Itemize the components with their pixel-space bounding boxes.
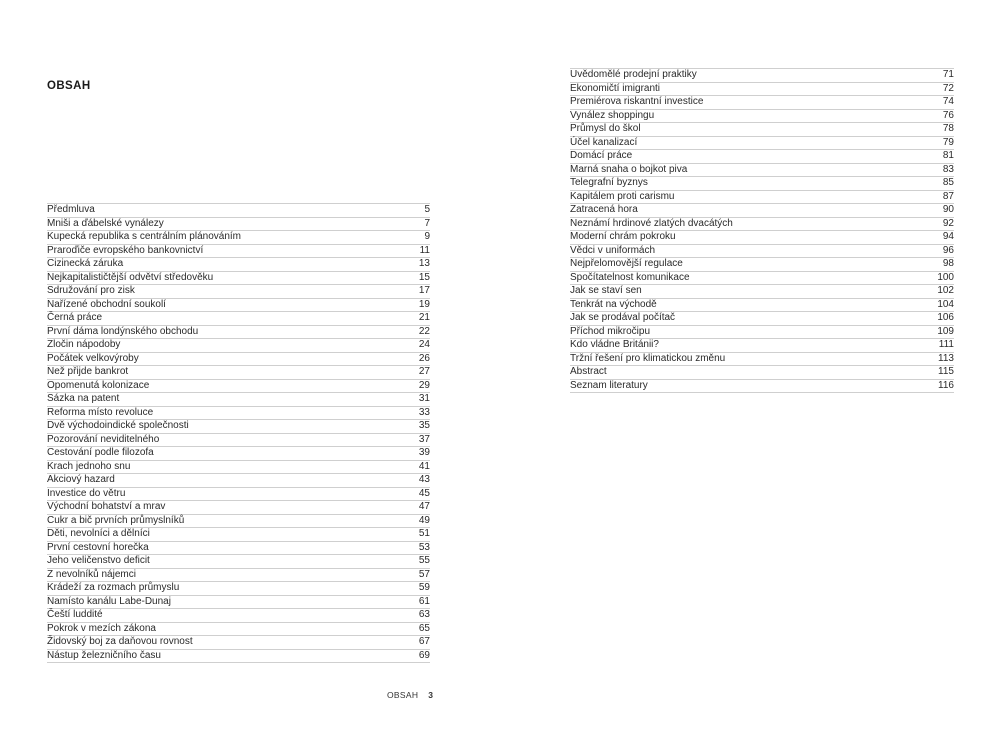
toc-entry-page: 43 — [418, 474, 430, 485]
toc-entry-title: Reforma místo revoluce — [47, 406, 154, 418]
toc-entry-title: Seznam literatury — [570, 379, 648, 391]
toc-entry — [47, 231, 430, 245]
toc-list-right — [570, 68, 954, 393]
toc-entry — [570, 137, 954, 151]
toc-entry-page: 5 — [424, 204, 430, 215]
toc-entry-title: Kapitálem proti carismu — [570, 190, 675, 202]
toc-entry-page: 17 — [418, 285, 430, 296]
toc-entry — [570, 191, 954, 205]
toc-entry — [47, 299, 430, 313]
toc-entry — [47, 339, 430, 353]
toc-entry-title: Moderní chrám pokroku — [570, 231, 676, 242]
toc-entry-page: 11 — [419, 244, 430, 256]
footer-label: OBSAH — [387, 690, 419, 700]
toc-entry-page: 90 — [942, 204, 954, 215]
toc-entry — [47, 434, 430, 448]
toc-entry — [47, 501, 430, 515]
toc-entry — [47, 542, 430, 556]
toc-entry — [47, 596, 430, 610]
toc-entry-page: 9 — [424, 231, 430, 242]
toc-entry-title: Jak se prodával počítač — [570, 312, 676, 323]
toc-entry — [47, 650, 430, 664]
toc-entry-title: Počátek velkovýroby — [47, 352, 139, 364]
toc-entry-title: Telegrafní byznys — [570, 177, 648, 188]
toc-entry — [47, 609, 430, 623]
toc-entry-title: Spočítatelnost komunikace — [570, 271, 690, 283]
toc-entry-title: Účel kanalizací — [570, 136, 638, 148]
toc-entry — [47, 623, 430, 637]
toc-entry — [47, 393, 430, 407]
toc-entry-page: 41 — [418, 460, 430, 472]
toc-entry-page: 109 — [937, 325, 954, 337]
toc-entry-page: 27 — [418, 366, 430, 377]
toc-entry-page: 35 — [418, 420, 430, 431]
toc-entry — [47, 285, 430, 299]
toc-entry-title: Namísto kanálu Labe-Dunaj — [47, 595, 171, 607]
toc-entry-page: 106 — [937, 312, 954, 323]
toc-entry-page: 19 — [418, 298, 430, 310]
toc-entry-page: 102 — [937, 285, 954, 296]
toc-entry — [47, 474, 430, 488]
toc-entry-page: 78 — [942, 123, 954, 134]
toc-entry-title: Cukr a bič prvních průmyslníků — [47, 514, 185, 526]
toc-entry — [47, 569, 430, 583]
toc-entry-title: Nejkapitalističtější odvětví středověku — [47, 271, 214, 283]
toc-entry-title: Sdružování pro zisk — [47, 285, 135, 296]
toc-entry-title: Mniši a ďábelské vynálezy — [47, 217, 164, 229]
toc-entry-title: Vynález shoppingu — [570, 109, 655, 121]
toc-entry-title: Jak se staví sen — [570, 285, 642, 296]
toc-entry-page: 53 — [418, 541, 430, 553]
toc-entry — [47, 218, 430, 232]
toc-entry — [47, 258, 430, 272]
toc-entry — [47, 407, 430, 421]
toc-entry-title: Příchod mikročipu — [570, 325, 651, 337]
toc-entry-page: 26 — [418, 352, 430, 364]
page-title: OBSAH — [47, 80, 91, 92]
toc-entry-title: Zločin nápodoby — [47, 339, 121, 350]
toc-entry-page: 69 — [418, 649, 430, 661]
toc-entry-title: Předmluva — [47, 204, 95, 215]
toc-entry-title: Než přijde bankrot — [47, 366, 129, 377]
toc-entry-page: 37 — [418, 433, 430, 445]
toc-list-left — [47, 203, 430, 663]
toc-entry — [570, 83, 954, 97]
toc-entry-title: Židovský boj za daňovou rovnost — [47, 636, 193, 647]
toc-entry-page: 22 — [418, 325, 430, 337]
toc-entry-title: Děti, nevolníci a dělníci — [47, 528, 150, 539]
toc-entry-page: 45 — [418, 487, 430, 499]
toc-entry-title: První dáma londýnského obchodu — [47, 325, 199, 337]
toc-entry-page: 98 — [942, 258, 954, 269]
toc-entry-page: 72 — [942, 82, 954, 94]
toc-entry — [570, 272, 954, 286]
toc-entry — [47, 420, 430, 434]
toc-entry-page: 57 — [418, 568, 430, 580]
toc-entry-title: Nařízené obchodní soukolí — [47, 298, 166, 310]
toc-entry — [570, 299, 954, 313]
toc-entry-page: 13 — [418, 258, 430, 269]
toc-entry-page: 59 — [418, 582, 430, 593]
toc-entry — [47, 488, 430, 502]
toc-entry-page: 7 — [424, 217, 430, 229]
toc-entry-title: Kdo vládne Británii? — [570, 339, 659, 350]
toc-entry — [47, 312, 430, 326]
toc-entry — [570, 164, 954, 178]
toc-entry-title: Kupecká republika s centrálním plánováním — [47, 231, 241, 242]
toc-entry-page: 83 — [942, 163, 954, 175]
toc-entry — [47, 636, 430, 650]
toc-entry-page: 65 — [418, 622, 430, 634]
toc-entry — [570, 258, 954, 272]
toc-entry-title: Tenkrát na východě — [570, 298, 657, 310]
toc-entry-title: Opomenutá kolonizace — [47, 379, 150, 391]
toc-entry — [570, 353, 954, 367]
toc-entry-title: Krádeží za rozmach průmyslu — [47, 582, 180, 593]
toc-entry — [47, 353, 430, 367]
toc-entry — [570, 285, 954, 299]
toc-entry — [570, 110, 954, 124]
toc-entry-page: 111 — [938, 339, 954, 350]
toc-entry-page: 116 — [938, 379, 954, 391]
toc-entry-title: Ekonomičtí imigranti — [570, 82, 661, 94]
toc-entry-page: 113 — [938, 352, 954, 364]
toc-entry-title: Pozorování neviditelného — [47, 433, 160, 445]
toc-entry-page: 33 — [418, 406, 430, 418]
toc-entry-page: 63 — [418, 609, 430, 620]
toc-entry-page: 47 — [418, 501, 430, 512]
page-footer — [387, 690, 433, 700]
toc-entry-title: Černá práce — [47, 312, 103, 323]
toc-entry-title: Čeští luddité — [47, 609, 103, 620]
toc-entry-page: 115 — [938, 366, 954, 377]
toc-entry-title: Cizinecká záruka — [47, 258, 124, 269]
toc-entry — [570, 339, 954, 353]
toc-entry-title: První cestovní horečka — [47, 541, 149, 553]
toc-entry — [570, 123, 954, 137]
toc-entry-page: 31 — [418, 393, 430, 404]
toc-entry — [47, 380, 430, 394]
toc-entry-page: 55 — [418, 555, 430, 566]
toc-entry-page: 21 — [418, 312, 430, 323]
toc-entry-title: Investice do větru — [47, 487, 126, 499]
page-number: 3 — [428, 690, 434, 700]
toc-entry-page: 94 — [942, 231, 954, 242]
toc-entry-title: Z nevolníků nájemci — [47, 568, 136, 580]
toc-entry-page: 67 — [418, 636, 430, 647]
toc-entry — [570, 218, 954, 232]
toc-entry — [570, 150, 954, 164]
toc-entry — [47, 204, 430, 218]
toc-entry-title: Premiérova riskantní investice — [570, 96, 704, 107]
toc-entry-title: Zatracená hora — [570, 204, 638, 215]
toc-entry — [570, 366, 954, 380]
toc-entry-page: 51 — [418, 528, 430, 539]
toc-entry-title: Praroďiče evropského bankovnictví — [47, 244, 204, 256]
toc-entry — [47, 582, 430, 596]
toc-entry-title: Uvědomělé prodejní praktiky — [570, 69, 697, 80]
toc-entry-title: Cestování podle filozofa — [47, 447, 154, 458]
toc-entry — [47, 272, 430, 286]
toc-entry — [570, 96, 954, 110]
toc-entry-title: Neznámí hrdinové zlatých dvacátých — [570, 217, 733, 229]
toc-entry-page: 15 — [418, 271, 430, 283]
toc-entry-page: 96 — [942, 244, 954, 256]
toc-entry-title: Abstract — [570, 366, 607, 377]
toc-entry-title: Krach jednoho snu — [47, 460, 131, 472]
toc-entry-page: 100 — [937, 271, 954, 283]
toc-entry-title: Nástup železničního času — [47, 649, 161, 661]
toc-entry-title: Nejpřelomovější regulace — [570, 258, 683, 269]
toc-entry — [570, 231, 954, 245]
toc-entry — [47, 461, 430, 475]
toc-entry — [47, 528, 430, 542]
toc-entry-page: 92 — [942, 217, 954, 229]
toc-entry — [570, 326, 954, 340]
toc-entry — [570, 380, 954, 394]
toc-entry-page: 81 — [942, 150, 954, 161]
toc-entry-title: Akciový hazard — [47, 474, 115, 485]
toc-entry — [570, 69, 954, 83]
toc-entry-title: Domácí práce — [570, 150, 633, 161]
toc-entry — [47, 515, 430, 529]
toc-entry — [47, 245, 430, 259]
toc-entry-page: 24 — [418, 339, 430, 350]
toc-entry — [47, 366, 430, 380]
toc-entry-page: 79 — [942, 136, 954, 148]
toc-entry-title: Vědci v uniformách — [570, 244, 656, 256]
toc-entry-page: 71 — [942, 69, 954, 80]
toc-entry — [570, 177, 954, 191]
toc-entry-page: 76 — [942, 109, 954, 121]
toc-entry-page: 74 — [942, 96, 954, 107]
toc-entry-page: 87 — [942, 190, 954, 202]
toc-entry-page: 29 — [418, 379, 430, 391]
toc-entry-title: Průmysl do škol — [570, 123, 641, 134]
toc-entry — [47, 326, 430, 340]
toc-entry-title: Jeho veličenstvo deficit — [47, 555, 150, 566]
toc-entry-title: Sázka na patent — [47, 393, 120, 404]
toc-entry-page: 49 — [418, 514, 430, 526]
toc-entry — [47, 447, 430, 461]
toc-entry-title: Východní bohatství a mrav — [47, 501, 166, 512]
toc-entry-title: Pokrok v mezích zákona — [47, 622, 156, 634]
toc-entry-page: 61 — [418, 595, 430, 607]
toc-entry-page: 39 — [418, 447, 430, 458]
toc-entry-page: 85 — [942, 177, 954, 188]
toc-entry — [570, 245, 954, 259]
toc-entry-page: 104 — [937, 298, 954, 310]
toc-entry-title: Dvě východoindické společnosti — [47, 420, 189, 431]
toc-entry — [570, 312, 954, 326]
toc-entry — [47, 555, 430, 569]
toc-entry-title: Marná snaha o bojkot piva — [570, 163, 688, 175]
toc-entry-title: Tržní řešení pro klimatickou změnu — [570, 352, 726, 364]
toc-entry — [570, 204, 954, 218]
